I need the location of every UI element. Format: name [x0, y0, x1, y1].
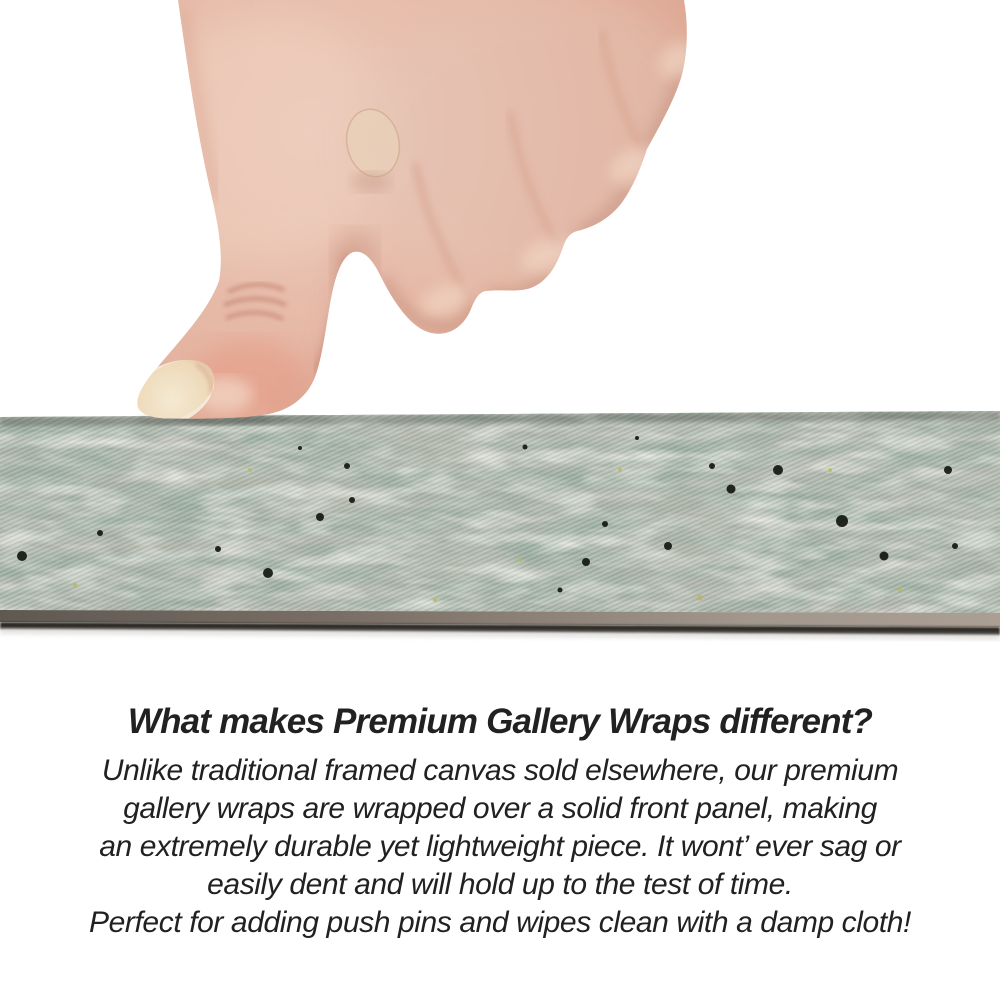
copy-heading: What makes Premium Gallery Wraps different?	[127, 702, 873, 741]
hand-shading	[116, 0, 730, 442]
copy-line-5: Perfect for adding push pins and wipes clean with a damp cloth!	[89, 906, 911, 939]
hand-photo	[116, 0, 730, 442]
copy-line-2: gallery wraps are wrapped over a solid front panel, making	[123, 792, 877, 825]
marketing-copy	[0, 701, 1000, 942]
copy-line-1: Unlike traditional framed canvas sold elsewhere, our premium	[101, 754, 899, 787]
copy-line-4: easily dent and will hold up to the test of time.	[207, 868, 793, 901]
canvas-texture	[0, 405, 1000, 620]
canvas-strip	[0, 405, 1000, 640]
copy-line-3: an extremely durable yet lightweight piece. It wont’ ever sag or	[99, 830, 901, 863]
